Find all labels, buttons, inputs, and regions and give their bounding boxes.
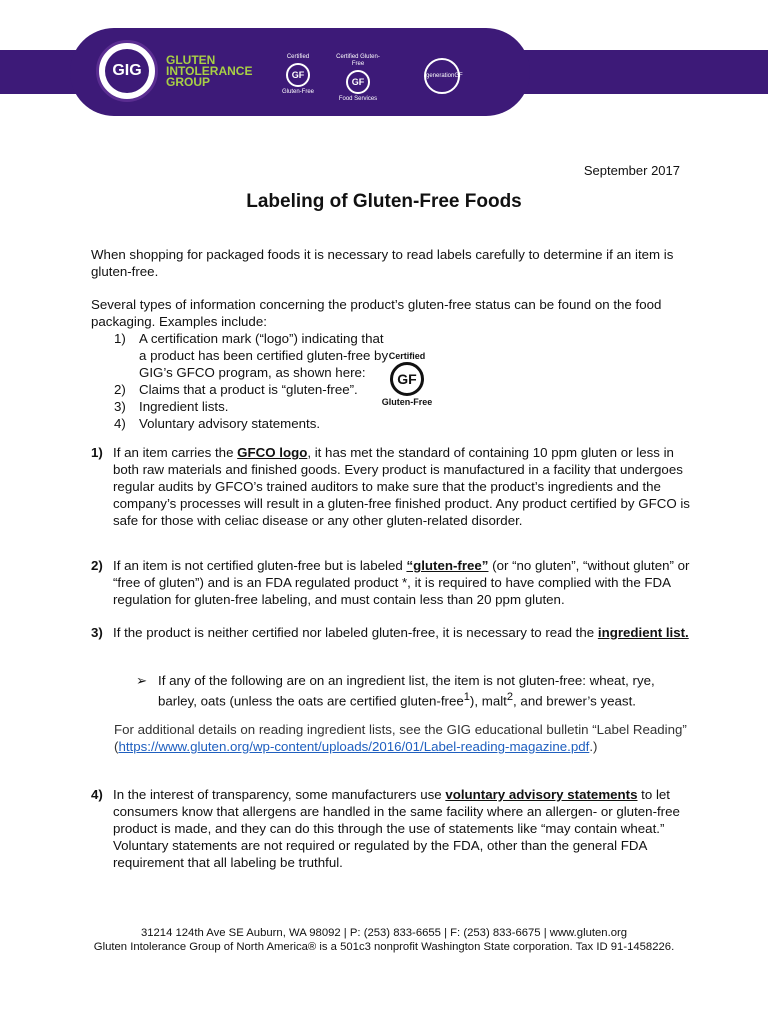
- section-number: 3): [91, 625, 103, 640]
- ingredient-bullet: [136, 672, 696, 709]
- mark-circle: GF: [286, 63, 310, 87]
- badge-circle: GF: [390, 362, 424, 396]
- certified-gf-mark: [276, 54, 320, 98]
- generation-gf-mark: generationGF: [424, 58, 460, 94]
- additional-details-note: [114, 721, 714, 755]
- bullet-part: If any of the following are on an ingredient list, the item is not gluten-free: wheat, rye, barley, oats (unless the oats are certified gluten-free: [158, 673, 655, 709]
- footer-legal-line: Gluten Intolerance Group of North America® is a 501c3 nonprofit Washington State corporation. Tax ID 91-1458226.: [93, 941, 675, 953]
- footnote-ref: 2: [506, 691, 514, 703]
- examples-list: [114, 330, 394, 432]
- section-number: 2): [91, 558, 103, 573]
- section-text: If an item is not certified gluten-free but is labeled: [113, 558, 407, 573]
- document-footer: [0, 926, 768, 954]
- mark-top: Certified Gluten-Free: [336, 54, 380, 67]
- section-body: [113, 557, 691, 608]
- section-emphasis: “gluten-free”: [406, 558, 489, 573]
- section-body: [113, 444, 691, 529]
- badge-top: Certified: [388, 351, 426, 361]
- list-text: Ingredient lists.: [139, 399, 229, 414]
- mark-top: Certified: [286, 54, 310, 60]
- list-number: 2): [114, 382, 126, 397]
- header-banner: [0, 0, 768, 104]
- list-number: 3): [114, 399, 126, 414]
- footer-contact-line: 31214 124th Ave SE Auburn, WA 98092 | P: (253) 833-6655 | F: (253) 833-6675 | www.gluten.org: [140, 927, 628, 939]
- document-title: Labeling of Gluten-Free Foods: [246, 191, 522, 212]
- section-text: In the interest of transparency, some manufacturers use: [113, 787, 446, 802]
- document-date: September 2017: [583, 163, 680, 178]
- section-text: If the product is neither certified nor labeled gluten-free, it is necessary to read the: [113, 625, 598, 640]
- section-text: to let consumers know that allergens are handled in the same facility where an allergen- or gluten-free product is made, and they can do this through the use of statements like “may contain wheat.” Voluntary statements are not required or regulated by the FDA, other than the general FDA requirement that all labeling be truthful.: [113, 787, 680, 870]
- section-text: (or “no gluten”, “without gluten” or “free of gluten”) and is an FDA regulated product *, it is required to have complied with the FDA regulation for gluten-free labeling, and must contain less than 20 ppm gluten.: [113, 558, 690, 607]
- mark-bottom: Food Services: [338, 96, 378, 102]
- section-text: , it has met the standard of containing 10 ppm gluten or less in both raw materials and finished goods. Every product is manufactured in a facility that undergoes regular audits by GFCO’s trained auditors to make sure that the product’s ingredients and the company’s processes will result in a gluten-free finished product. Any product certified by GFCO is safe for those with celiac disease or any other gluten-related disorder.: [113, 445, 690, 528]
- section-emphasis: ingredient list.: [597, 625, 689, 640]
- list-number: 4): [114, 416, 126, 431]
- section-body: [113, 624, 691, 641]
- types-intro-paragraph: Several types of information concerning the product’s gluten-free status can be found on the food packaging. Examples include:: [91, 297, 662, 329]
- gig-logo-mark: GIG: [105, 49, 149, 93]
- intro-paragraph: When shopping for packaged foods it is necessary to read labels carefully to determine if an item is gluten-free.: [91, 247, 674, 279]
- section-2: [91, 557, 691, 608]
- gig-logo: [96, 40, 158, 102]
- section-number: 4): [91, 787, 103, 802]
- note-text: For additional details on reading ingredient lists, see the GIG educational bulletin “Label Reading” (: [114, 722, 687, 754]
- bullet-part: , and brewer’s yeast.: [513, 693, 636, 709]
- list-number: 1): [114, 331, 126, 346]
- certified-gf-badge: [374, 351, 440, 415]
- section-emphasis: voluntary advisory statements: [445, 787, 638, 802]
- badge-bottom: Gluten-Free: [381, 397, 433, 407]
- bullet-text: [158, 672, 696, 709]
- note-text: .): [589, 739, 598, 754]
- section-3: [91, 624, 691, 641]
- list-text: Claims that a product is “gluten-free”.: [139, 382, 358, 397]
- logo-line: GROUP: [166, 75, 211, 89]
- list-item: [114, 330, 394, 381]
- section-1: [91, 444, 691, 529]
- list-item: [114, 415, 394, 432]
- bullet-part: ), malt: [469, 693, 507, 709]
- list-item: [114, 381, 394, 398]
- gf-food-services-mark: [336, 54, 380, 102]
- logo-line: INTOLERANCE: [166, 64, 253, 78]
- section-body: [113, 786, 691, 871]
- list-text: Voluntary advisory statements.: [139, 416, 321, 431]
- gig-logo-text: [166, 55, 252, 88]
- list-text: A certification mark (“logo”) indicating that a product has been certified gluten-free by GIG’s GFCO program, as shown here:: [139, 331, 389, 380]
- section-text: If an item carries the: [113, 445, 238, 460]
- label-reading-link[interactable]: https://www.gluten.org/wp-content/uploads/2016/01/Label-reading-magazine.pdf: [118, 739, 590, 754]
- section-emphasis: GFCO logo: [237, 445, 308, 460]
- footnote-ref: 1: [463, 691, 470, 703]
- section-number: 1): [91, 445, 103, 460]
- arrow-bullet-icon: ➢: [136, 673, 148, 688]
- mark-circle: GF: [346, 70, 370, 94]
- mark-bottom: Gluten-Free: [281, 89, 314, 95]
- logo-line: GLUTEN: [166, 53, 216, 67]
- section-4: [91, 786, 691, 871]
- list-item: [114, 398, 394, 415]
